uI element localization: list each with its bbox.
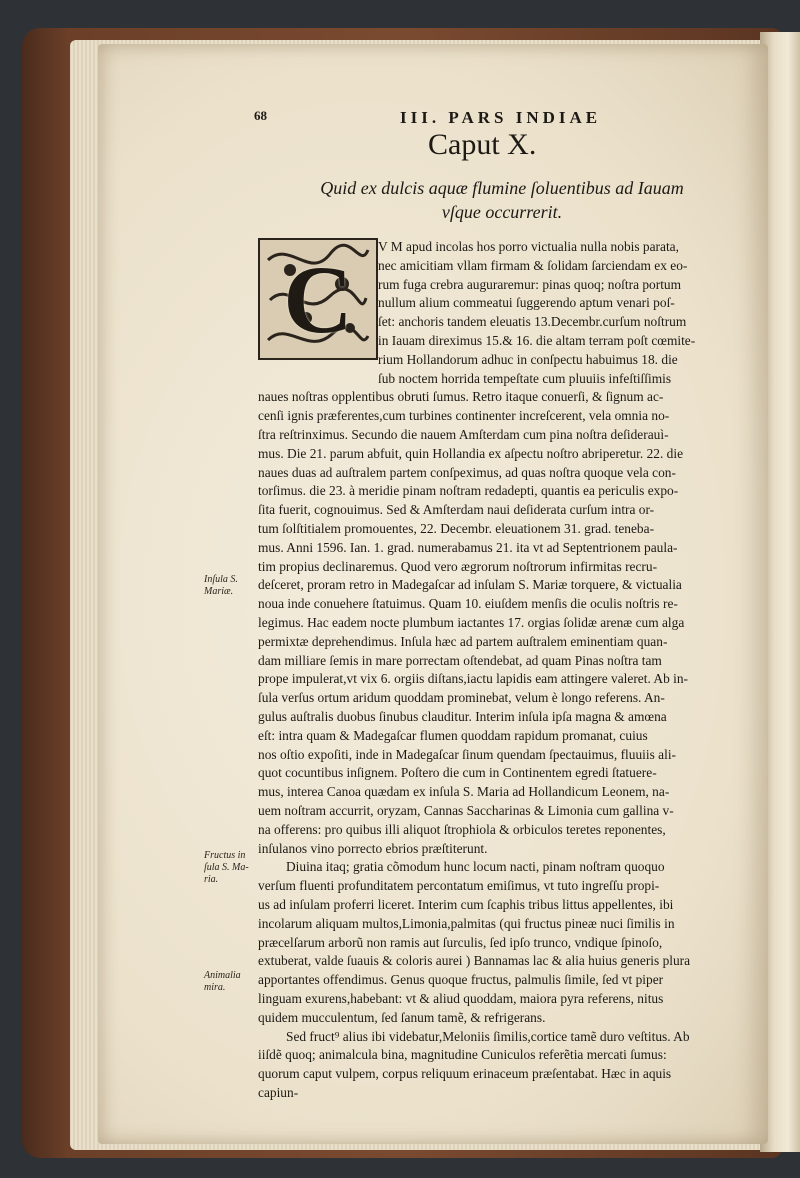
margin-note: Inſula S. Mariæ.	[204, 574, 238, 597]
text-line: præcelſarum arborũ non ramis aut ſurculis, ſed ipſo trunco, vndique ſpinoſo,	[258, 934, 663, 950]
text-line: mus. Die 21. parum abfuit, quin Hollandia ex aſpectu noſtro abriperetur. 22. die	[258, 445, 684, 461]
text-line: prope impulerat,vt vix 6. orgiis diſtans,iactu lapidis eam attingere valeret. Ab in-	[258, 671, 689, 687]
text-line: naues duas ad auſtralem partem conſpeximus, ad quas noſtra quoque vela con-	[258, 464, 676, 480]
text-line: iiſdẽ quoq; animalcula bina, magnitudine Cuniculos referẽtia mercati ſumus:	[258, 1047, 667, 1063]
chapter-subtitle-line: Quid ex dulcis aquæ flumine ſoluentibus ad Iauam	[320, 178, 684, 198]
text-line: ſita fuerit, cognouimus. Sed & Amſterdam naui deſiderata curſum intra or-	[258, 502, 655, 518]
text-line: dam milliare ſemis in mare porrectam oſtendebat, ad quam Pinas noſtra tam	[258, 652, 662, 668]
text-line: apportantes offendimus. Genus quoque fructus, palmulis ſimile, ſed vt piper	[258, 972, 664, 988]
text-line: tim propius declinaremus. Quod vero ægrorum noſtrorum infirmitas recru-	[258, 558, 658, 574]
text-line: quorum caput vulpem, corpus reliquum erinaceum præſentabat. Hæc in aquis	[258, 1066, 672, 1082]
text-line: mus, interea Canoa quædam ex inſula S. Maria ad Hollandicum Leonem, na-	[258, 784, 670, 800]
decorated-initial	[258, 238, 378, 360]
text-line: gulus auſtralis duobus ſinubus clauditur. Interim inſula ipſa magna & amœna	[258, 709, 667, 724]
text-line: verſum fluenti profunditatem percontatum emiſimus, vt tuto ingreſſu propi-	[258, 878, 660, 894]
text-line: linguam exurens,habebant: vt & aliud quoddam, maiora pyra referens, nitus	[258, 991, 664, 1006]
text-line: ſub noctem horrida tempeſtate cum pluuiis infeſtiſſimis	[378, 370, 672, 386]
chapter-subtitle-line: vſque occurrerit.	[441, 202, 563, 222]
text-line: quot cocuntibus inſignem. Poſtero die cum in Continentem egredi ſtatuere-	[258, 765, 657, 781]
margin-note: Fructus in ſula S. Maria.	[204, 850, 249, 885]
text-line: incolarum aliquam multos,Limonia,palmitas (qui fructus pineæ nuci ſimilis in	[258, 915, 675, 931]
text-line: extuberat, valde ſuauis & coloris aurei ) Bannamas lac & alia huius generis plura	[258, 953, 691, 969]
margin-note: Animalia mira.	[204, 970, 241, 993]
text-line: naues noſtras opplentibus obruti ſumus. Retro itaque conuerſi, & ſignum ac-	[258, 389, 664, 405]
running-head: III. PARS INDIAE	[400, 108, 602, 127]
text-line: ſtra reſtrinximus. Secundo die nauem Amſterdam cum pina noſtra deſiderauì-	[258, 427, 669, 442]
text-line: eſt: intra quam & Madegaſcar flumen quoddam rapidum promanat, cuius	[258, 727, 648, 743]
text-line: us ad inſulam proferri liceret. Interim cum ſcaphis tribus littus appellentes, ibi	[258, 897, 674, 912]
text-line: in Iauam direximus 15.& 16. die altam terram poſt cœmite-	[378, 333, 696, 348]
text-line: uem noſtram accurrit, oryzam, Cannas Saccharinas & Limonia cum gallina v-	[258, 803, 674, 818]
initial-letter: C	[283, 245, 353, 353]
text-line: capiun-	[258, 1085, 299, 1100]
text-line: Sed fruct⁹ alius ibi videbatur,Meloniis ſimilis,cortice tamẽ duro veſtitus. Ab	[286, 1028, 690, 1044]
text-line: tum ſolſtitialem promouentes, 22. Decembr. eleuationem 31. grad. teneba-	[258, 521, 655, 536]
text-line: nec amicitiam vllam firmam & ſolidam ſarciendam ex eo-	[378, 257, 688, 273]
text-line: rum fuga crebra auguraremur: pinas quoq; noſtra portum	[378, 276, 682, 292]
text-line: nullum alium commeatui ſuggerendo aptum venari poſ-	[378, 295, 675, 311]
text-line: noua inde conuehere ſtatuimus. Quam 10. eiuſdem menſis die oculis noſtris re-	[258, 596, 678, 612]
text-line: V M apud incolas hos porro victualia nulla nobis parata,	[378, 239, 679, 254]
text-line: legimus. Hac eadem nocte plumbum iactantes 17. orgias ſolidæ arenæ cum alga	[258, 615, 685, 630]
text-line: cenſi ignis præferentes,cum turbines continenter increſcerent, vela omnia no-	[258, 408, 670, 424]
text-line: torſimus. die 23. à meridie pinam noſtram redadepti, quantis ea periculis expo-	[258, 483, 679, 499]
text-line: ſet: anchoris tandem eleuatis 13.Decembr.curſum noſtrum	[378, 314, 687, 330]
text-line: quidem mucculentum, ſed ſanum tamẽ, & refrigerans.	[258, 1009, 546, 1025]
text-line: permixtæ deprehendimus. Inſula hæc ad partem auſtralem eminentiam quan-	[258, 633, 668, 649]
text-line: inſulanos vino porrecto ebrios præſtiterunt.	[258, 840, 488, 856]
text-line: ſula verſus ortum aridum quoddam prominebat, velum è longo referens. An-	[258, 690, 665, 706]
text-line: deſceret, proram retro in Madegaſcar ad inſulam S. Mariæ torquere, & victualia	[258, 577, 682, 593]
text-line: rium Hollandorum adhuc in conſpectu habuimus 18. die	[378, 351, 678, 367]
text-line: nos oſtio expoſiti, inde in Madegaſcar ſinum quendam ſpectauimus, fluuiis ali-	[258, 746, 676, 762]
chapter-title: Caput X.	[428, 128, 537, 161]
text-line: mus. Anni 1596. Ian. 1. grad. numerabamus 21. ita vt ad Septentrionem paula-	[258, 539, 678, 555]
page-number: 68	[254, 108, 267, 123]
text-line: na offerens: pro quibus illi aliquot ſtrophiola & orbiculos teretes reponentes,	[258, 821, 666, 837]
text-line: Diuina itaq; gratia cõmodum hunc locum nacti, pinam noſtram quoquo	[286, 859, 665, 875]
